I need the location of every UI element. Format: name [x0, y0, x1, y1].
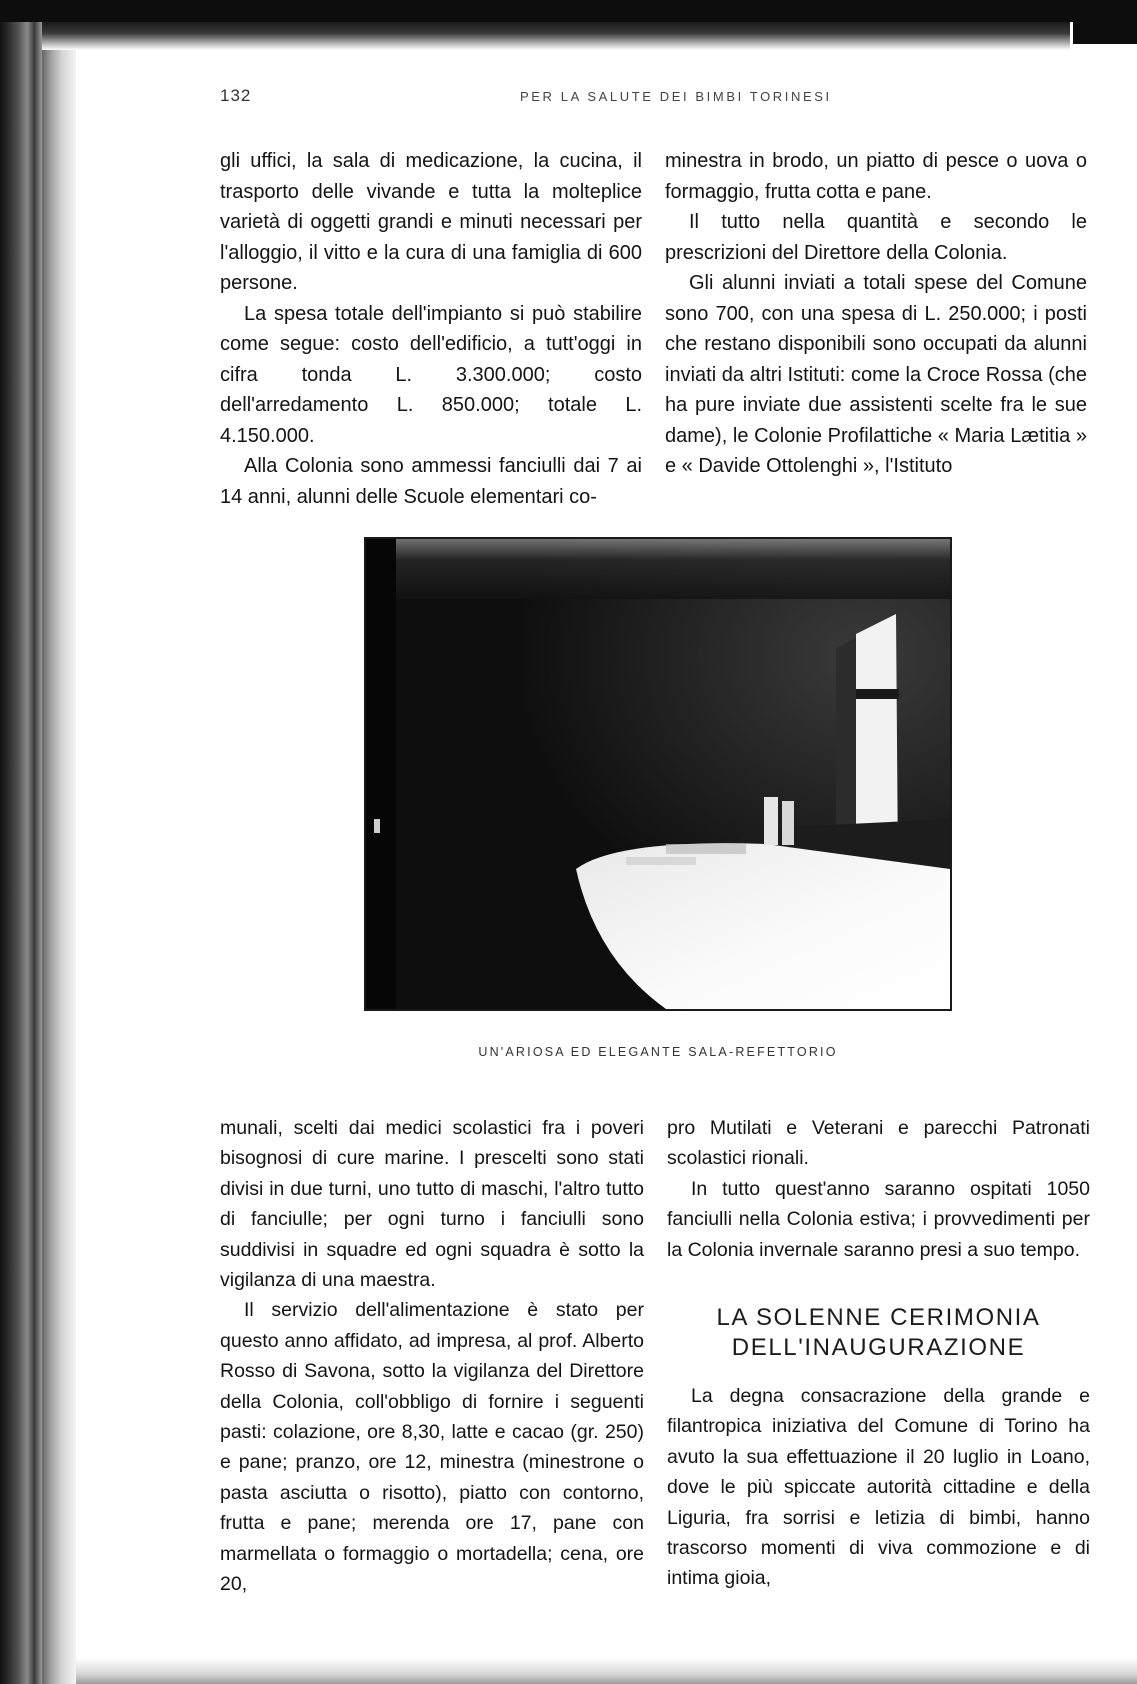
section-heading-line2: DELL'INAUGURAZIONE [731, 1334, 1026, 1362]
section-heading-line1: LA SOLENNE CERIMONIA [716, 1304, 1041, 1332]
paragraph: Il tutto nella quantità e secondo le prescrizioni del Direttore della Colonia. [665, 211, 1087, 264]
scan-bottom-edge [76, 1658, 1137, 1684]
column-bottom-right [667, 1113, 1090, 1594]
section-heading [667, 1303, 1090, 1363]
paragraph: La spesa totale dell'impianto si può stabilire come segue: costo dell'edificio, a tutt'oggi in cifra tonda L. 3.300.000; costo dell'arredamento L. 850.000; totale L. 4.150.000. [220, 302, 642, 447]
scan-top-shadow [40, 22, 1070, 50]
paragraph: pro Mutilati e Veterani e parecchi Patronati scolastici rionali. [667, 1117, 1090, 1170]
column-bottom-left [220, 1113, 644, 1600]
paragraph: La degna consacrazione della grande e filantropica iniziativa del Comune di Torino ha avuto la sua effettuazione il 20 luglio in Loano, dove le più spiccate autorità cittadine e della Liguria, fra sorrisi e letizia di bimbi, hanno trascorso momenti di viva commozione e di intima gioia, [667, 1385, 1090, 1590]
page-gutter [42, 50, 76, 1684]
scan-corner [1073, 0, 1137, 44]
scan-top-edge [0, 0, 1137, 22]
paragraph: In tutto quest'anno saranno ospitati 1050 fanciulli nella Colonia estiva; i provvedimenti per la Colonia invernale saranno presi a suo tempo. [667, 1177, 1090, 1261]
column-top-left [220, 146, 642, 512]
paragraph: Gli alunni inviati a totali spese del Comune sono 700, con una spesa di L. 250.000; i posti che restano disponibili sono occupati da alunni inviati da altri Istituti: come la Croce Rossa (che ha pure inviate due assistenti scelte fra le sue dame), le Colonie Profilattiche « Maria Lætitia » e « Davide Ottolenghi », l'Istituto [665, 272, 1087, 477]
running-head [220, 86, 1090, 108]
paragraph: Il servizio dell'alimentazione è stato per questo anno affidato, ad impresa, al prof. Alberto Rosso di Savona, sotto la vigilanza del Direttore della Colonia, coll'obbligo di fornire i seguenti pasti: colazione, ore 8,30, latte e cacao (gr. 250) e pane; pranzo, ore 12, minestra (minestrone o pasta asciutta o risotto), piatto con contorno, frutta e pane; merenda ore 17, pane con marmellata o formaggio o mortadella; cena, ore 20, [220, 1299, 644, 1596]
paragraph: munali, scelti dai medici scolastici fra i poveri bisognosi di cure marine. I prescelti sono stati divisi in due turni, uno tutto di maschi, l'altro tutto di fanciulle; per ogni turno i fanciulli sono suddivisi in squadre ed ogni squadra è sotto la vigilanza di una maestra. [220, 1117, 644, 1292]
paragraph: gli uffici, la sala di medicazione, la cucina, il trasporto delle vivande e tutta la molteplice varietà di oggetti grandi e minuti necessari per l'alloggio, il vitto e la cura di una famiglia di 600 persone. [220, 150, 642, 294]
book-spine [0, 22, 42, 1684]
photo-caption: UN'ARIOSA ED ELEGANTE SALA-REFETTORIO [478, 1045, 838, 1059]
refectory-photo-image [366, 539, 950, 1009]
refectory-photo [364, 537, 952, 1011]
paragraph: Alla Colonia sono ammessi fanciulli dai 7 ai 14 anni, alunni delle Scuole elementari co- [220, 455, 642, 508]
paragraph: minestra in brodo, un piatto di pesce o uova o formaggio, frutta cotta e pane. [665, 150, 1087, 203]
running-title: PER LA SALUTE DEI BIMBI TORINESI [520, 89, 832, 104]
page-number: 132 [220, 86, 252, 105]
column-top-right [665, 146, 1087, 482]
